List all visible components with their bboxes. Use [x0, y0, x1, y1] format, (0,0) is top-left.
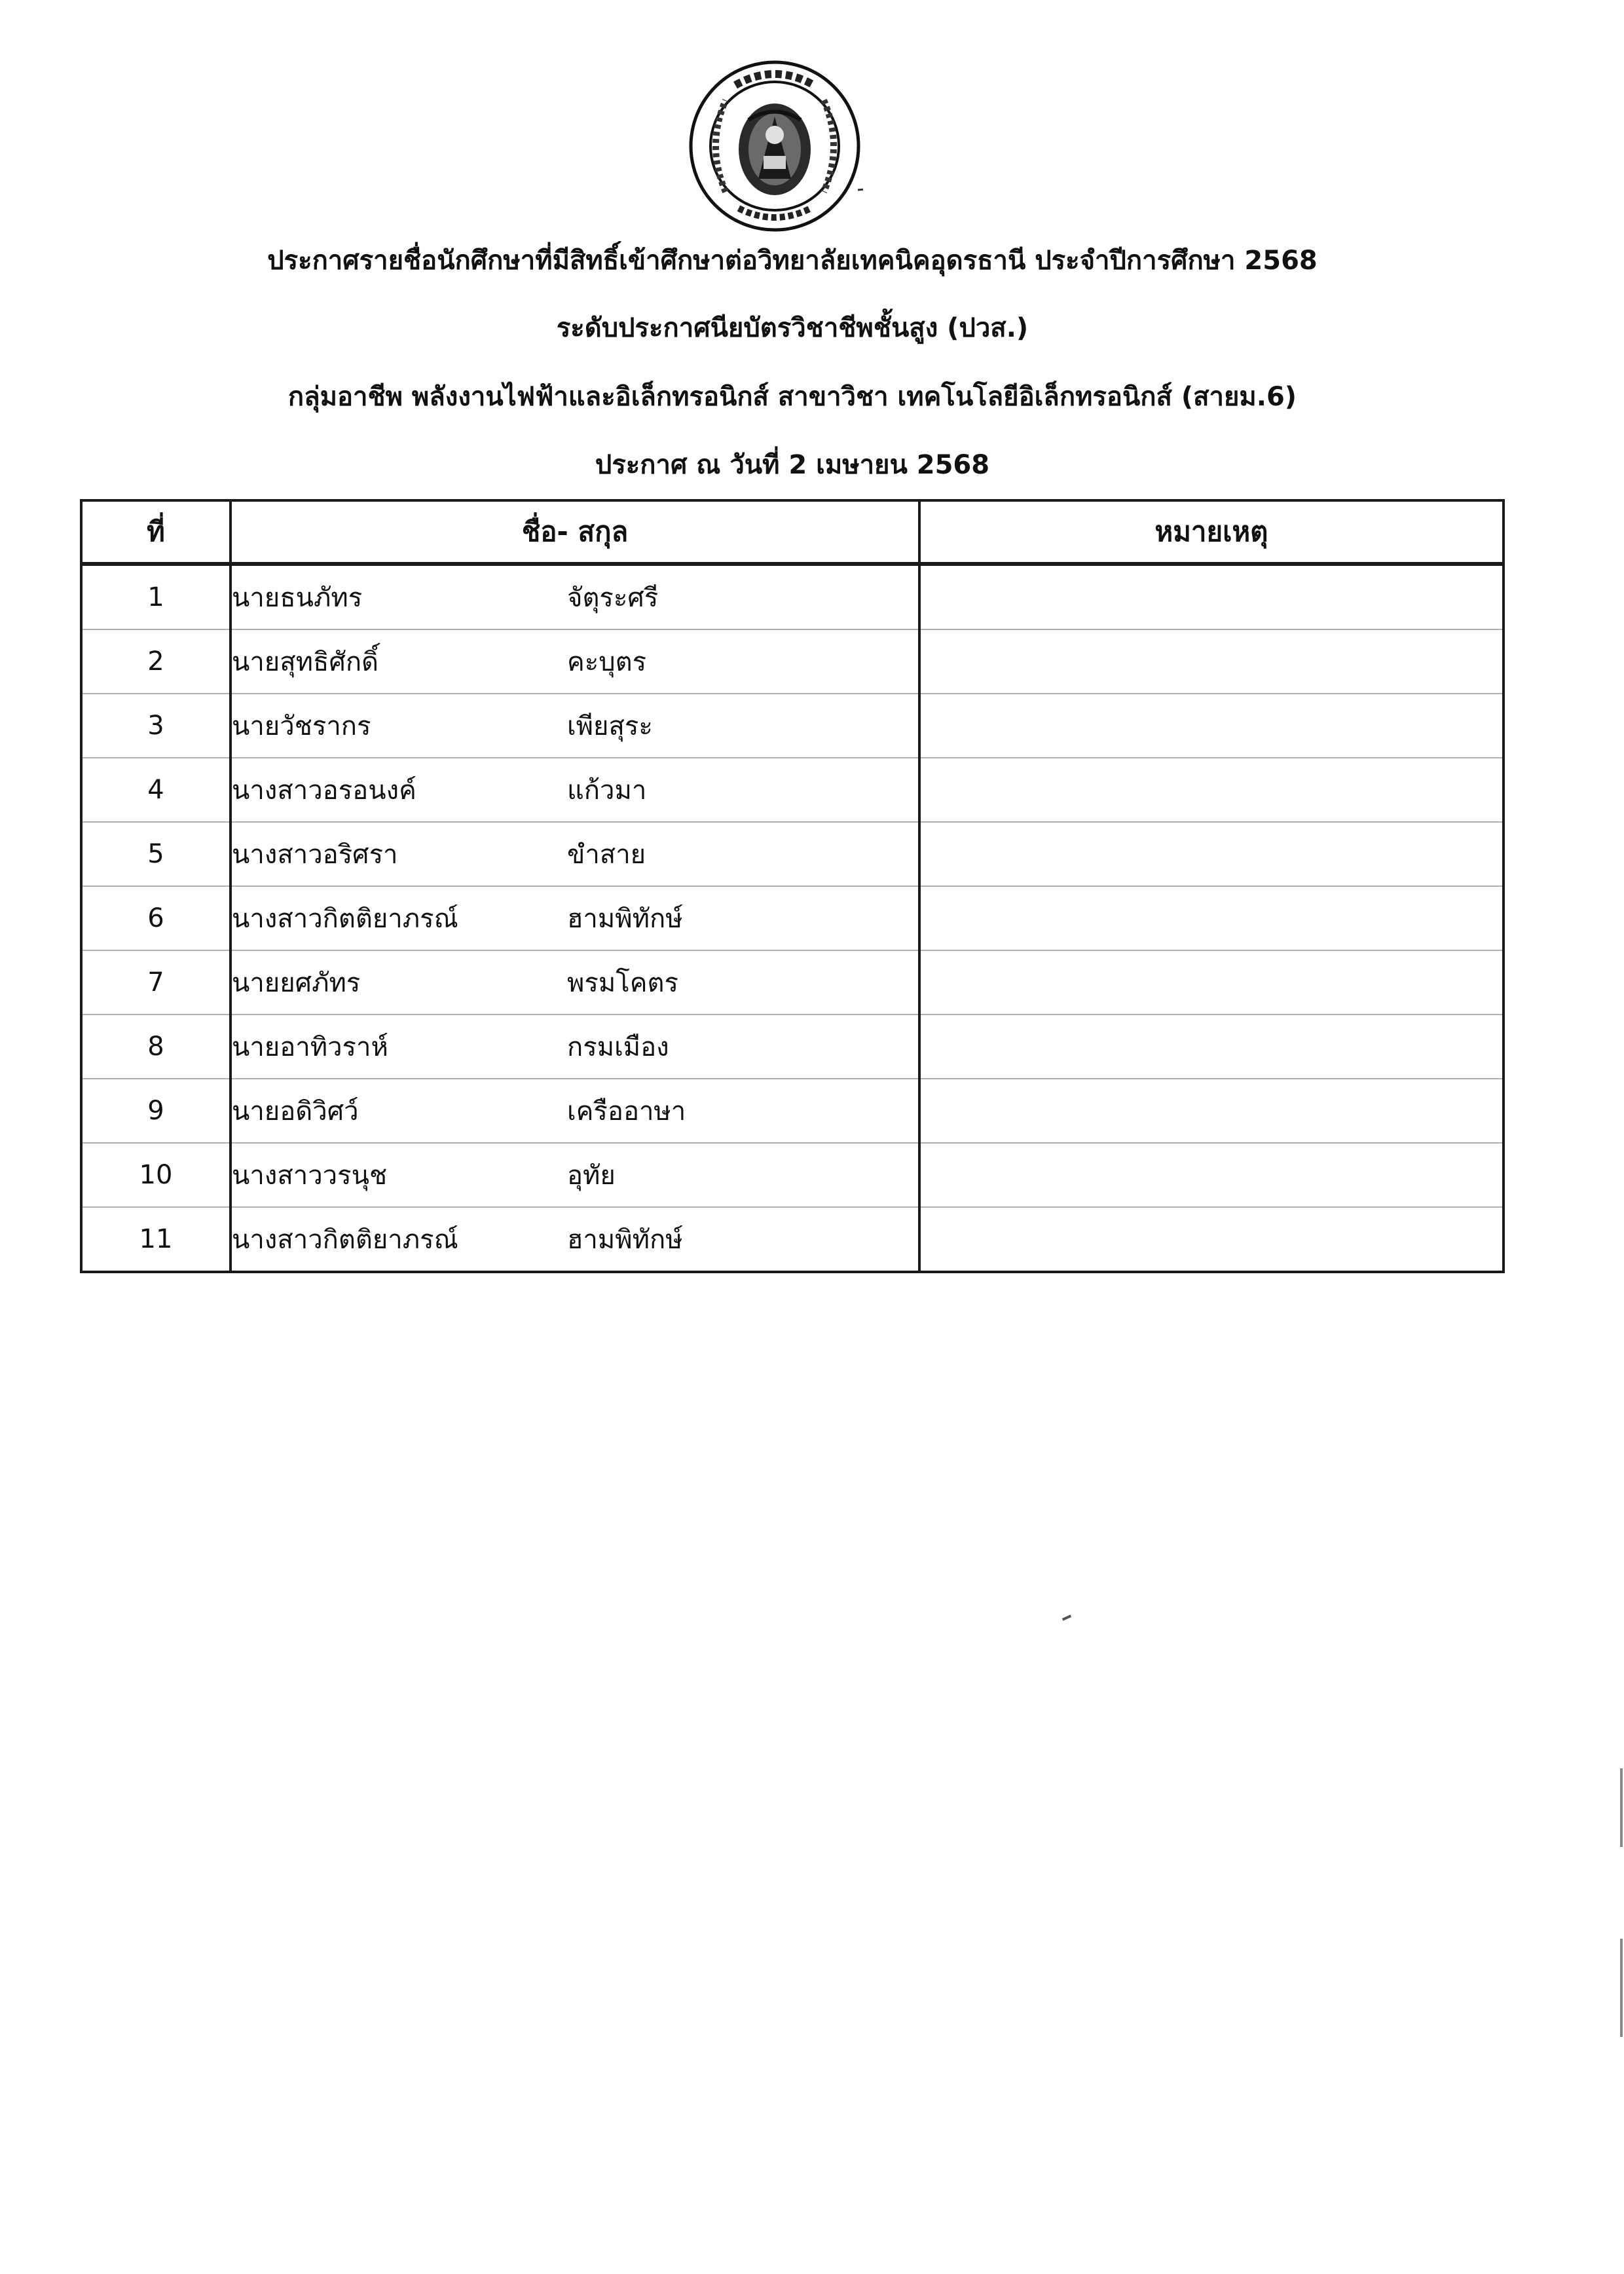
student-name — [231, 1079, 919, 1143]
row-number: 11 — [81, 1207, 231, 1272]
table-row — [81, 886, 1504, 950]
last-name: ฮามพิทักษ์ — [567, 1225, 683, 1255]
college-seal-icon — [686, 58, 863, 234]
first-name: นายสุทธิศักดิ์ — [232, 647, 379, 677]
student-name — [231, 1143, 919, 1207]
remark-cell — [919, 950, 1504, 1015]
last-name: เครืออาษา — [567, 1096, 686, 1127]
student-name — [231, 694, 919, 758]
student-name — [231, 822, 919, 886]
row-number: 8 — [81, 1015, 231, 1079]
first-name: นางสาวอริศรา — [232, 840, 398, 870]
remark-cell — [919, 629, 1504, 694]
first-name: นางสาวกิตติยาภรณ์ — [232, 904, 458, 934]
scan-edge-mark — [1620, 1768, 1623, 1847]
first-name: นายอาทิวราห์ — [232, 1032, 388, 1062]
first-name: นายยศภัทร — [232, 968, 361, 998]
remark-cell — [919, 694, 1504, 758]
last-name: ขำสาย — [567, 840, 646, 870]
table-row — [81, 822, 1504, 886]
scan-speck — [1062, 1614, 1071, 1621]
last-name: กรมเมือง — [567, 1032, 669, 1062]
table-row — [81, 1143, 1504, 1207]
table-row — [81, 1079, 1504, 1143]
last-name: เพียสุระ — [567, 711, 653, 741]
last-name: คะบุตร — [567, 647, 647, 677]
last-name: ฮามพิทักษ์ — [567, 904, 683, 934]
row-number: 9 — [81, 1079, 231, 1143]
first-name: นายวัชรากร — [232, 711, 371, 741]
first-name: นางสาวกิตติยาภรณ์ — [232, 1225, 458, 1255]
last-name: แก้วมา — [567, 775, 647, 806]
first-name: นางสาววรนุช — [232, 1161, 388, 1191]
last-name: อุทัย — [567, 1161, 616, 1191]
table-row — [81, 1015, 1504, 1079]
table-row — [81, 758, 1504, 822]
remark-cell — [919, 1207, 1504, 1272]
table-header-row — [81, 500, 1504, 564]
student-name — [231, 629, 919, 694]
remark-cell — [919, 886, 1504, 950]
last-name: จัตุระศรี — [567, 583, 659, 613]
row-number: 7 — [81, 950, 231, 1015]
table-row — [81, 694, 1504, 758]
table-row — [81, 629, 1504, 694]
student-roster-table — [80, 499, 1505, 1273]
last-name: พรมโคตร — [567, 968, 678, 998]
education-level: ระดับประกาศนียบัตรวิชาชีพชั้นสูง (ปวส.) — [556, 313, 1029, 343]
student-name — [231, 758, 919, 822]
student-name — [231, 1015, 919, 1079]
row-number: 10 — [81, 1143, 231, 1207]
remark-cell — [919, 564, 1504, 629]
column-header-name: ชื่อ- สกุล — [231, 500, 919, 564]
table-row — [81, 564, 1504, 629]
first-name: นางสาวอรอนงค์ — [232, 775, 416, 806]
first-name: นายอดิวิศว์ — [232, 1096, 359, 1127]
scan-edge-mark — [1620, 1939, 1623, 2037]
row-number: 3 — [81, 694, 231, 758]
announcement-title: ประกาศรายชื่อนักศึกษาที่มีสิทธิ์เข้าศึกษาต่อวิทยาลัยเทคนิคอุดรธานี ประจำปีการศึกษา 2568 — [267, 246, 1318, 276]
row-number: 1 — [81, 564, 231, 629]
announcement-date: ประกาศ ณ วันที่ 2 เมษายน 2568 — [595, 450, 990, 480]
student-name — [231, 564, 919, 629]
remark-cell — [919, 1143, 1504, 1207]
row-number: 4 — [81, 758, 231, 822]
student-name — [231, 1207, 919, 1272]
student-name — [231, 886, 919, 950]
column-header-no: ที่ — [81, 500, 231, 564]
student-name — [231, 950, 919, 1015]
row-number: 2 — [81, 629, 231, 694]
column-header-remark: หมายเหตุ — [919, 500, 1504, 564]
remark-cell — [919, 758, 1504, 822]
row-number: 5 — [81, 822, 231, 886]
table-row — [81, 950, 1504, 1015]
remark-cell — [919, 822, 1504, 886]
remark-cell — [919, 1079, 1504, 1143]
first-name: นายธนภัทร — [232, 583, 363, 613]
remark-cell — [919, 1015, 1504, 1079]
table-row — [81, 1207, 1504, 1272]
program-group: กลุ่มอาชีพ พลังงานไฟฟ้าและอิเล็กทรอนิกส์ สาขาวิชา เทคโนโลยีอิเล็กทรอนิกส์ (สายม.6) — [287, 382, 1297, 412]
row-number: 6 — [81, 886, 231, 950]
